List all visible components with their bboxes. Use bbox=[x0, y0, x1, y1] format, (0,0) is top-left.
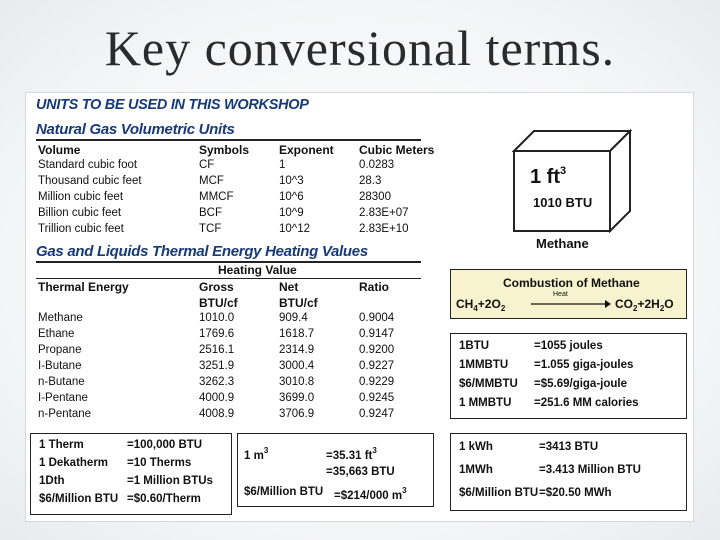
reaction-arrow-icon bbox=[531, 300, 611, 308]
workshop-heading: UNITS TO BE USED IN THIS WORKSHOP bbox=[36, 97, 309, 113]
exponent-cell: 10^9 bbox=[279, 207, 304, 219]
conversion-unit: 1 Dekatherm bbox=[39, 457, 109, 469]
conversion-value: =100,000 BTU bbox=[127, 439, 203, 451]
combustion-box bbox=[450, 269, 687, 319]
divider bbox=[36, 139, 421, 141]
volumetric-heading: Natural Gas Volumetric Units bbox=[36, 121, 235, 138]
ratio-cell: 0.9004 bbox=[359, 312, 395, 324]
volume-cell: Standard cubic foot bbox=[38, 159, 138, 171]
cubic-meters-cell: 2.83E+07 bbox=[359, 207, 409, 219]
conversion-unit: 1BTU bbox=[459, 340, 490, 352]
exponent-header: Exponent bbox=[279, 143, 334, 157]
net-cell: 3699.0 bbox=[279, 392, 315, 404]
gas-name-cell: I-Pentane bbox=[38, 392, 88, 404]
conversion-unit: 1MMBTU bbox=[459, 359, 509, 371]
symbol-cell: MCF bbox=[199, 175, 224, 187]
gross-cell: 2516.1 bbox=[199, 344, 235, 356]
ratio-cell: 0.9147 bbox=[359, 328, 395, 340]
heating-value-header: Heating Value bbox=[218, 263, 297, 277]
exponent-cell: 10^12 bbox=[279, 223, 310, 235]
gross-cell: 1010.0 bbox=[199, 312, 235, 324]
cubic-meters-cell: 28300 bbox=[359, 191, 391, 203]
exponent-cell: 10^3 bbox=[279, 175, 304, 187]
combustion-reactants: $CH_4+2O_2$ bbox=[456, 297, 506, 313]
cubic-meters-header: Cubic Meters bbox=[359, 143, 435, 157]
symbol-cell: MMCF bbox=[199, 191, 234, 203]
gas-name-cell: n-Butane bbox=[38, 376, 85, 388]
conversion-unit: $6/Million BTU bbox=[39, 493, 119, 505]
conversion-unit: $6/MMBTU bbox=[459, 378, 518, 390]
cubic-meter-box bbox=[237, 433, 434, 507]
volume-header: Volume bbox=[38, 143, 81, 157]
gas-name-cell: Ethane bbox=[38, 328, 75, 340]
thermal-heading: Gas and Liquids Thermal Energy Heating Values bbox=[36, 243, 368, 260]
volume-cell: Billion cubic feet bbox=[38, 207, 122, 219]
cubic-meter-unit: 1 $m^3$ bbox=[244, 446, 269, 462]
conversion-value: =1055 joules bbox=[534, 340, 603, 352]
cube-caption: Methane bbox=[536, 236, 589, 251]
gas-name-cell: I-Butane bbox=[38, 360, 82, 372]
cube-volume: 1 $ft^3$ bbox=[530, 165, 567, 188]
conversion-unit: 1 Therm bbox=[39, 439, 84, 451]
kwh-conversion-box bbox=[450, 433, 687, 511]
gross-unit-header: BTU/cf bbox=[199, 296, 238, 310]
exponent-cell: 1 bbox=[279, 159, 286, 171]
net-cell: 3706.9 bbox=[279, 408, 315, 420]
net-cell: 2314.9 bbox=[279, 344, 315, 356]
conversion-value: =1.055 giga-joules bbox=[534, 359, 634, 371]
gas-name-cell: n-Pentane bbox=[38, 408, 92, 420]
conversion-value: =10 Therms bbox=[127, 457, 192, 469]
net-cell: 3010.8 bbox=[279, 376, 315, 388]
price-unit: $6/Million BTU bbox=[244, 486, 324, 498]
conversion-value: =3413 BTU bbox=[539, 441, 599, 453]
thermal-energy-header: Thermal Energy bbox=[38, 280, 129, 294]
gross-cell: 4000.9 bbox=[199, 392, 235, 404]
conversion-value: =$20.50 MWh bbox=[539, 487, 612, 499]
conversion-unit: 1MWh bbox=[459, 464, 493, 476]
energy-conversion-box bbox=[450, 333, 687, 419]
combustion-products: $CO_2+2H_2O$ bbox=[615, 297, 674, 313]
volume-cell: Thousand cubic feet bbox=[38, 175, 142, 187]
ratio-cell: 0.9200 bbox=[359, 344, 395, 356]
divider bbox=[36, 278, 421, 279]
volume-cell: Million cubic feet bbox=[38, 191, 124, 203]
conversion-value: =1 Million BTUs bbox=[127, 475, 213, 487]
gross-cell: 1769.6 bbox=[199, 328, 235, 340]
ratio-cell: 0.9229 bbox=[359, 376, 395, 388]
gross-header: Gross bbox=[199, 280, 234, 294]
gross-cell: 3251.9 bbox=[199, 360, 235, 372]
conversion-unit: 1Dth bbox=[39, 475, 65, 487]
ratio-cell: 0.9247 bbox=[359, 408, 395, 420]
symbol-cell: BCF bbox=[199, 207, 222, 219]
net-cell: 909.4 bbox=[279, 312, 308, 324]
ratio-cell: 0.9227 bbox=[359, 360, 395, 372]
net-header: Net bbox=[279, 280, 299, 294]
net-cell: 1618.7 bbox=[279, 328, 315, 340]
gas-name-cell: Propane bbox=[38, 344, 82, 356]
conversion-value: =3.413 Million BTU bbox=[539, 464, 641, 476]
symbols-header: Symbols bbox=[199, 143, 250, 157]
symbol-cell: CF bbox=[199, 159, 215, 171]
cubic-meter-feet: =35.31 $ft^3$ bbox=[326, 446, 377, 462]
net-cell: 3000.4 bbox=[279, 360, 315, 372]
combustion-title: Combustion of Methane bbox=[503, 276, 640, 290]
conversion-unit: $6/Million BTU bbox=[459, 487, 539, 499]
cubic-meters-cell: 0.0283 bbox=[359, 159, 395, 171]
volume-cell: Trillion cubic feet bbox=[38, 223, 124, 235]
cubic-meters-cell: 2.83E+10 bbox=[359, 223, 409, 235]
conversion-unit: 1 kWh bbox=[459, 441, 493, 453]
ratio-cell: 0.9245 bbox=[359, 392, 395, 404]
cube-illustration bbox=[512, 129, 632, 233]
exponent-cell: 10^6 bbox=[279, 191, 304, 203]
net-unit-header: BTU/cf bbox=[279, 296, 318, 310]
gross-cell: 4008.9 bbox=[199, 408, 235, 420]
cubic-meter-btu: =35,663 BTU bbox=[326, 466, 395, 478]
ratio-header: Ratio bbox=[359, 280, 389, 294]
gas-name-cell: Methane bbox=[38, 312, 83, 324]
cubic-meters-cell: 28.3 bbox=[359, 175, 382, 187]
conversion-unit: 1 MMBTU bbox=[459, 397, 512, 409]
conversion-value: =$0.60/Therm bbox=[127, 493, 201, 505]
conversion-sheet bbox=[25, 92, 694, 522]
conversion-value: =251.6 MM calories bbox=[534, 397, 639, 409]
slide-title: Key conversional terms. bbox=[104, 20, 616, 76]
therm-conversion-box bbox=[30, 433, 232, 515]
symbol-cell: TCF bbox=[199, 223, 222, 235]
gross-cell: 3262.3 bbox=[199, 376, 235, 388]
heat-label: Heat bbox=[553, 291, 568, 298]
conversion-value: =$5.69/giga-joule bbox=[534, 378, 627, 390]
cube-energy: 1010 BTU bbox=[533, 195, 593, 210]
price-per-cubic-meter: =$214/000 $m^3$ bbox=[334, 486, 407, 502]
